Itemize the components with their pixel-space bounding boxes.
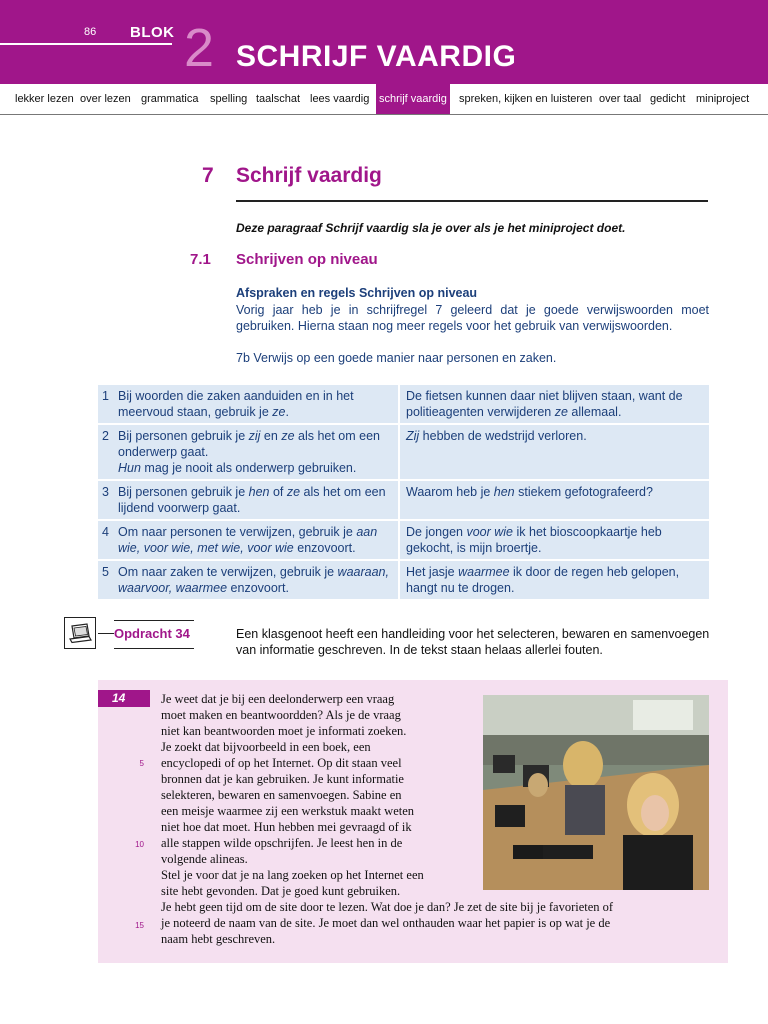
text-line: bronnen dat je kan gebruiken. Je kunt informatie: [161, 772, 404, 786]
text-line: een meisje waarmee zij een werkstuk maakt weten: [161, 804, 415, 818]
rules-table: [98, 385, 709, 601]
nav-item-over-taal[interactable]: over taal: [599, 93, 642, 105]
section-title: Schrijf vaardig: [236, 164, 382, 187]
chapter-nav: [0, 84, 768, 115]
text-line: Je weet dat je bij een deelonderwerp een vraag: [161, 692, 395, 706]
rule-text: Om naar zaken te verwijzen, gebruik je waaraan, waarvoor, waarmee enzovoort.: [118, 565, 389, 595]
opdracht-text: Een klasgenoot heeft een handleiding voor het selecteren, bewaren en samenvoegen van informatie geschreven. In de tekst staan helaas allerlei fouten.: [236, 627, 710, 657]
classroom-photo: [483, 695, 709, 890]
text-line: volgende alineas.: [161, 852, 248, 866]
line-number: 15: [135, 921, 144, 930]
table-row: [98, 521, 709, 559]
opdracht-rule-bottom: [114, 648, 194, 649]
rule-text: Bij personen gebruik je zij en ze als het om een onderwerp gaat. Hun mag je nooit als onderwerp gebruiken.: [118, 429, 380, 475]
header-rule: [0, 43, 172, 45]
line-number: 10: [135, 840, 144, 849]
rule-number: 2: [102, 429, 109, 443]
example-cell: Zij hebben de wedstrijd verloren.: [406, 429, 587, 443]
text-number-badge: 14: [98, 690, 150, 707]
text-line: moet maken en beantwoordden? Als je de vraag: [161, 708, 401, 722]
text-line: site hebt gevonden. Dat je goed kunt gebruiken.: [161, 884, 401, 898]
nav-item-spelling[interactable]: spelling: [210, 93, 248, 105]
text-line: alle stappen wilde opschrijfen. Je leest hen in de: [161, 836, 403, 850]
rule-number: 5: [102, 565, 109, 579]
rule-text: Bij personen gebruik je hen of ze als het om een lijdend voorwerp gaat.: [118, 485, 386, 515]
rule-text: Bij woorden die zaken aanduiden en in het meervoud staan, gebruik je ze.: [118, 389, 354, 419]
rule-cell: [98, 385, 400, 423]
text-line: naam hebt geschreven.: [161, 932, 276, 946]
text-line: Stel je voor dat je na lang zoeken op het Internet een: [161, 868, 424, 882]
rule-cell: [98, 521, 400, 559]
rule-number: 3: [102, 485, 109, 499]
nav-item-grammatica[interactable]: grammatica: [141, 93, 199, 105]
blok-label: BLOK: [130, 24, 175, 41]
chapter-header: [0, 0, 768, 84]
table-row: [98, 561, 709, 599]
text-line: je noteerd de naam van de site. Je moet dan wel onthauden waar het papier is op wat je de: [161, 916, 611, 930]
text-line: Je zoekt dat bijvoorbeeld in een boek, een: [161, 740, 371, 754]
nav-item-miniproject[interactable]: miniproject: [696, 93, 750, 105]
rule-number: 1: [102, 389, 109, 403]
rules-title: Afspraken en regels Schrijven op niveau: [236, 286, 478, 300]
example-cell: De fietsen kunnen daar niet blijven staan, want de politieagenten verwijderen ze allemaal.: [406, 389, 683, 419]
nav-item-gedicht[interactable]: gedicht: [650, 93, 686, 105]
nav-item-over-lezen[interactable]: over lezen: [80, 93, 131, 105]
nav-item-lekker-lezen[interactable]: lekker lezen: [15, 93, 74, 105]
rule-text: Om naar personen te verwijzen, gebruik je aan wie, voor wie, met wie, voor wie enzovoort.: [118, 525, 378, 555]
rule-7b: 7b Verwijs op een goede manier naar personen en zaken.: [236, 351, 557, 365]
opdracht-label: Opdracht 34: [114, 626, 190, 641]
example-cell: De jongen voor wie ik het bioscoopkaartje heb gekocht, is mijn broertje.: [406, 525, 662, 555]
table-row: [98, 425, 709, 479]
nav-item-schrijf-vaardig[interactable]: schrijf vaardig: [376, 84, 450, 114]
nav-item-spreken-kijken-luisteren[interactable]: spreken, kijken en luisteren: [459, 93, 593, 105]
table-row: [98, 385, 709, 423]
chapter-title: SCHRIJF VAARDIG: [236, 40, 517, 73]
nav-item-taalschat[interactable]: taalschat: [256, 93, 301, 105]
table-row: [98, 481, 709, 519]
rule-number: 4: [102, 525, 109, 539]
example-cell: Waarom heb je hen stiekem gefotografeerd?: [406, 485, 653, 499]
blok-number: 2: [184, 18, 215, 78]
laptop-icon: [64, 617, 96, 649]
rules-body: Vorig jaar heb je in schrijfregel 7 geleerd dat je goede verwijswoorden moet gebruiken. Hierna staan nog meer regels voor het gebruik van verwijswoorden.: [236, 303, 709, 333]
rule-cell: [98, 561, 400, 599]
rule-cell: [98, 481, 400, 519]
nav-item-lees-vaardig[interactable]: lees vaardig: [310, 93, 370, 105]
text-line: encyclopedi of op het Internet. Op dit staan veel: [161, 756, 402, 770]
text-line: Je hebt geen tijd om de site door te lezen. Wat doe je dan? Je zet de site bij je favorieten of: [161, 900, 614, 914]
rule-cell: [98, 425, 400, 479]
text-line: selekteren, bewaren en samenvoegen. Sabine en: [161, 788, 402, 802]
section-number: 7: [202, 164, 214, 187]
subsection-number: 7.1: [190, 251, 211, 268]
text-line: niet hoe dat moet. Hun hebben mei gevraagd of ik: [161, 820, 412, 834]
section-rule: [236, 200, 708, 202]
page-number: 86: [84, 26, 97, 38]
example-cell: Het jasje waarmee ik door de regen heb gelopen, hangt nu te drogen.: [406, 565, 680, 595]
subsection-title: Schrijven op niveau: [236, 251, 378, 268]
text-line: niet kan beantwoorden moet je informati zoeken.: [161, 724, 407, 738]
line-number: 5: [139, 759, 144, 768]
section-intro: Deze paragraaf Schrijf vaardig sla je over als je het miniproject doet.: [236, 221, 626, 235]
opdracht-connector: [98, 633, 114, 634]
opdracht-rule-top: [114, 620, 194, 621]
